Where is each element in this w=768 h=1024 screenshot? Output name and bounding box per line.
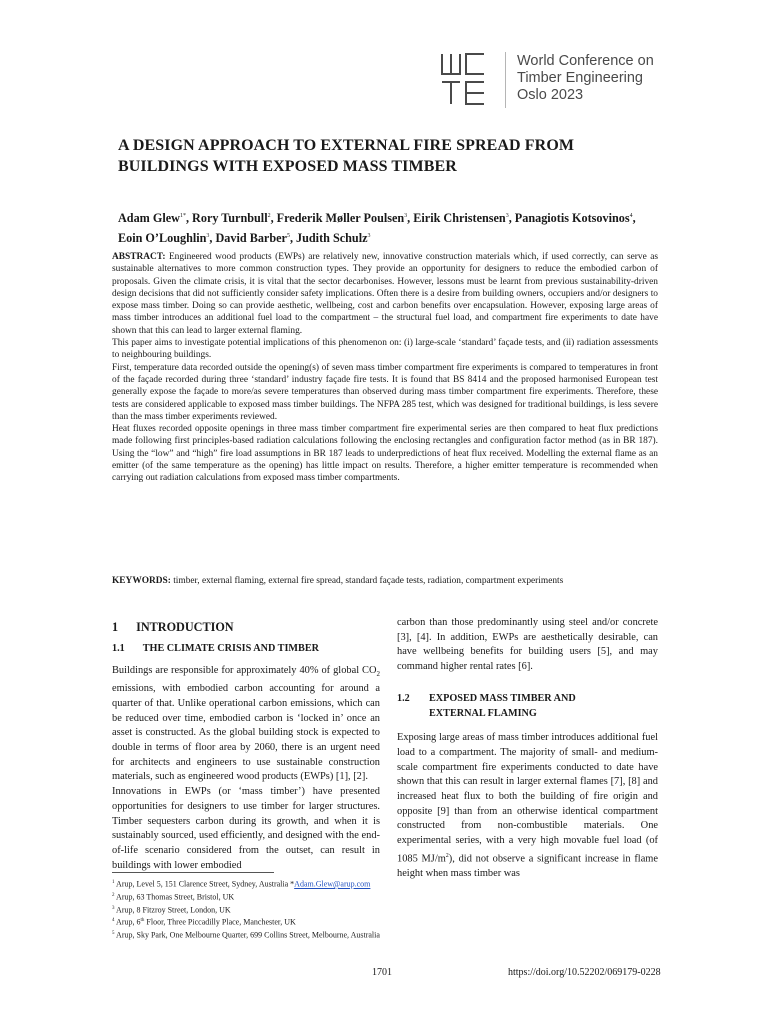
abstract-paragraph: First, temperature data recorded outside the opening(s) of seven mass timber compartment fire experiments is compared to temperatures in front of the façade recorded during three ‘standard’ industry façade fire tests. It is found that BS 8414 and the proposed harmonised European test generally expose the façade to more/as severe temperatures than observed during mass timber compartment fire experiments. Therefore, these tests are considered applicable to exposed mass timber buildings. The NFPA 285 test, which was designed for traditional buildings, is less severe than the mass timber experiments reviewed. (112, 362, 658, 422)
author-separator: , (508, 211, 515, 226)
author-affiliation: 3 (505, 213, 509, 219)
body-text: emissions, with embodied carbon accounting for around a quarter of that. Unlike operational carbon emissions, which can be reduced over time, embodied carbon is ‘locked in’ once an asset is constructed. As the global building stock is expected to double in terms of floor area by 2060, there is an urgent need for architects and engineers to use sustainable construction materials, such as engineered wood products (EWPs) [1], [2]. (112, 683, 380, 783)
author-affiliation: 3 (206, 233, 210, 240)
footnote (112, 877, 612, 890)
body-paragraph (112, 664, 380, 785)
footnote (112, 890, 612, 903)
author-email-link[interactable]: Adam.Glew@arup.com (294, 879, 371, 889)
subsection-number: 1.2 (397, 692, 410, 704)
footnote-marker: 1 (112, 880, 115, 885)
superscript: 2 (445, 852, 449, 859)
author-affiliation: 5 (286, 233, 290, 240)
section-heading (112, 620, 380, 635)
subsection-title (429, 692, 576, 721)
conference-name (517, 53, 654, 104)
footnote-marker: 3 (112, 905, 115, 911)
author-name: Judith Schulz (296, 231, 368, 246)
footnotes (112, 877, 612, 941)
body-column-left (112, 616, 380, 873)
keywords-label: KEYWORDS: (112, 576, 171, 586)
author-name: Frederik Møller Poulsen (276, 211, 405, 226)
keywords (112, 575, 658, 587)
footnote-text: Arup, Sky Park, One Melbourne Quarter, 699 Collins Street, Melbourne, Australia (114, 930, 380, 940)
author-name: David Barber (215, 231, 287, 246)
abstract-paragraph (112, 251, 658, 337)
page-number: 1701 (372, 967, 392, 978)
author-separator: , (209, 231, 216, 246)
section-number: 1 (112, 620, 119, 634)
ordinal-suffix: th (140, 918, 145, 924)
author-name: Eoin O’Loughlin (118, 231, 207, 246)
author-affiliation: 3 (367, 233, 371, 240)
doi-link[interactable]: https://doi.org/10.52202/069179-0228 (508, 967, 661, 978)
body-paragraph: Innovations in EWPs (or ‘mass timber’) have presented opportunities for designers to use timber for larger structures. Timber sequesters carbon during its growth, and when it is sustainably sourced, used efficiently, and designed with the end-of-life scenario considered from the outset, can result in buildings with lower embodied (112, 786, 380, 871)
author-name: Rory Turnbull (192, 211, 268, 226)
subsection-title: THE CLIMATE CRISIS AND TIMBER (142, 642, 319, 654)
subsection-title-line: EXTERNAL FLAMING (429, 707, 537, 719)
body-paragraph: carbon than those predominantly using steel and/or concrete [3], [4]. In addition, EWPs are aesthetically desirable, can have wellbeing benefits for building users [5], and may command higher rental rates [6]. (397, 617, 658, 673)
subsection-heading (112, 642, 380, 657)
footnote-divider (112, 872, 274, 873)
author-affiliation: 3 (404, 213, 408, 219)
conference-line-1: World Conference on (517, 53, 654, 69)
body-column-right (397, 616, 658, 882)
abstract-paragraph: Heat fluxes recorded opposite openings in three mass timber compartment fire experimental series are then compared to heat flux predictions made following first principles-based radiation calculations following the enclosing rectangles and configuration factor method (as in BR 187). Using the “low” and “high” fire load assumptions in BR 187 leads to underpredictions of heat flux received. Modelling the external flame as an emitter (of the same temperature as the opening) has little impact on results. Therefore, a higher emitter temperature is recommended when carrying out radiation calculations from exposed mass timber compartments. (112, 424, 658, 484)
author-affiliation: 4 (629, 213, 633, 219)
author-affiliation: 1* (179, 213, 186, 219)
author-name: Adam Glew (118, 211, 180, 226)
author-list (118, 207, 658, 247)
author-name: Panagiotis Kotsovinos (514, 211, 630, 226)
footnote (112, 915, 612, 928)
section-title: INTRODUCTION (136, 620, 234, 634)
keywords-text: timber, external flaming, external fire spread, standard façade tests, radiation, compartment experiments (173, 576, 564, 586)
subsection-title-line: EXPOSED MASS TIMBER AND (429, 692, 576, 704)
author-name: Eirik Christensen (413, 211, 506, 226)
conference-line-2: Timber Engineering (517, 70, 643, 86)
author-separator: , (632, 211, 636, 226)
subsection-heading (397, 692, 658, 721)
footnote-marker: 2 (112, 892, 115, 898)
author-affiliation: 2 (267, 213, 271, 219)
abstract-paragraph: This paper aims to investigate potential implications of this phenomenon on: (i) large-scale ‘standard’ façade tests, and (ii) radiation assessments to neighbouring buildings. (112, 338, 658, 361)
footnote-text: Arup, 63 Thomas Street, Bristol, UK (114, 892, 235, 902)
subscript: 2 (376, 670, 380, 679)
conference-line-3: Oslo 2023 (517, 87, 584, 103)
author-separator: , (270, 211, 277, 226)
author-separator: , (185, 211, 193, 226)
footnote (112, 903, 612, 916)
author-separator: , (289, 231, 297, 246)
abstract (112, 251, 658, 485)
footnote-marker: 5 (112, 931, 115, 936)
footnote-text: Arup, 8 Fitzroy Street, London, UK (114, 905, 231, 915)
abstract-text: Engineered wood products (EWPs) are relatively new, innovative construction materials which, if used correctly, can serve as sustainable alternatives to more common construction types. They provide an opportunity for designers to reduce the embodied carbon of proposals. Given the climate crisis, it is vital that the sector decarbonises. However, lessons must be learnt from previous sustainability-driven design decisions that did not sufficiently consider safety implications. Often there is a desire from building owners, occupiers and/or designers to expose mass timber. Doing so can provide aesthetic, wellbeing, cost and carbon benefits over encapsulation. However, exposing large areas of mass timber introduces an additional fuel load to the compartment – the structural fuel load, and compartment fire experiments to date have shown that this can lead to larger external flaming. (112, 252, 659, 336)
body-text: Exposing large areas of mass timber introduces additional fuel load to a compartment. The majority of small- and medium-scale compartment fire experiments conducted to date have shown that this can result in larger external flames [7], [8] and increased heat flux to both the building of fire origin and opposite [9] than from an otherwise identical compartment constructed from non-combustible materials. One experimental series, with a very high movable fuel load (of 1085 MJ/m (397, 732, 658, 865)
body-text: Buildings are responsible for approximately 40% of global CO (112, 665, 377, 677)
logo-divider (505, 52, 506, 108)
subsection-number: 1.1 (112, 642, 125, 654)
body-text: ), did not observe a significant increase in flame height when mass timber was (397, 853, 658, 880)
abstract-label: ABSTRACT: (112, 252, 166, 262)
footnote-text: Arup, 6 (114, 917, 141, 927)
footnote (112, 928, 612, 941)
footnote-text: Arup, Level 5, 151 Clarence Street, Sydney, Australia * (114, 879, 295, 889)
body-paragraph (397, 731, 658, 882)
paper-title: A DESIGN APPROACH TO EXTERNAL FIRE SPREAD FROM BUILDINGS WITH EXPOSED MASS TIMBER (118, 137, 575, 175)
footnote-text: Floor, Three Piccadilly Place, Manchester, UK (144, 917, 296, 927)
footnote-marker: 4 (112, 918, 115, 924)
author-separator: , (407, 211, 414, 226)
